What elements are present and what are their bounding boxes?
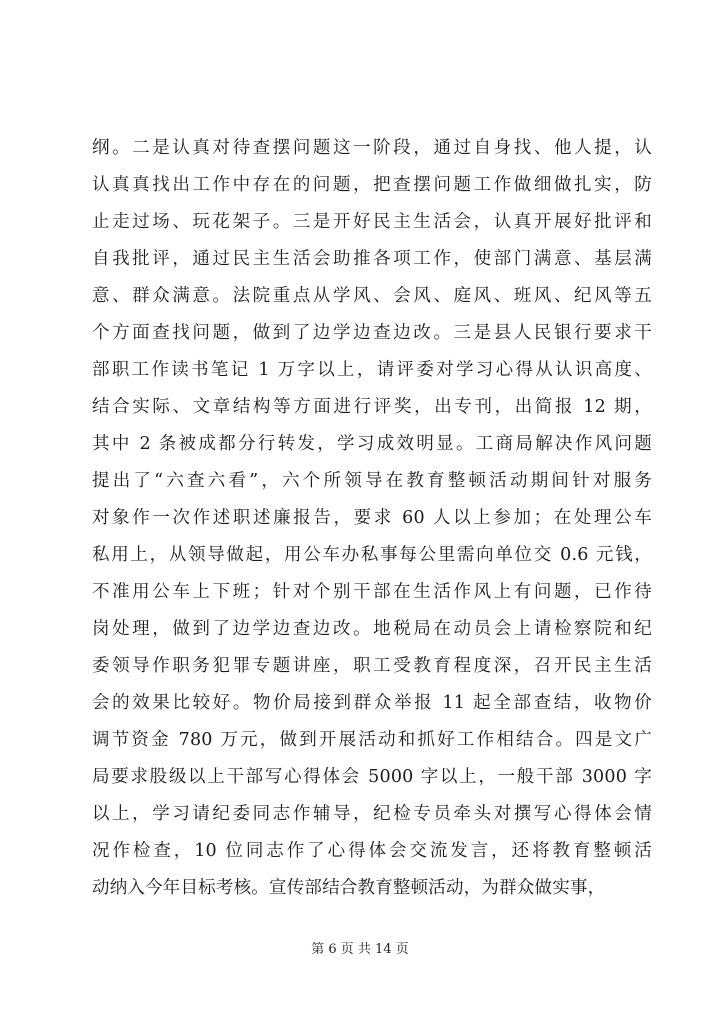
- body-text: [92, 130, 652, 907]
- text-line: 个方面查找问题，做到了边学边查边改。三是县人民银行要求干: [92, 323, 652, 343]
- text-line: 以上，学习请纪委同志作辅导，纪检专员牵头对撰写心得体会情: [92, 804, 652, 824]
- text-line: 私用上，从领导做起，用公车办私事每公里需向单位交 0.6 元钱，: [92, 545, 652, 565]
- text-line: 部职工作读书笔记 1 万字以上，请评委对学习心得从认识高度、: [92, 360, 652, 380]
- text-line: 其中 2 条被成都分行转发，学习成效明显。工商局解决作风问题: [92, 434, 652, 454]
- text-line: 岗处理，做到了边学边查边改。地税局在动员会上请检察院和纪: [92, 619, 652, 639]
- text-line: 委领导作职务犯罪专题讲座，职工受教育程度深，召开民主生活: [92, 656, 652, 676]
- text-line: 纲。二是认真对待查摆问题这一阶段，通过自身找、他人提，认: [92, 138, 652, 158]
- text-line: 对象作一次作述职述廉报告，要求 60 人以上参加；在处理公车: [92, 508, 652, 528]
- text-line: 动纳入今年目标考核。宣传部结合教育整顿活动，为群众做实事，: [92, 878, 606, 898]
- text-line: 局要求股级以上干部写心得体会 5000 字以上，一般干部 3000 字: [92, 767, 652, 787]
- text-line: 认真真找出工作中存在的问题，把查摆问题工作做细做扎实，防: [92, 175, 652, 195]
- text-line: 会的效果比较好。物价局接到群众举报 11 起全部查结，收物价: [92, 693, 652, 713]
- text-line: 调节资金 780 万元，做到开展活动和抓好工作相结合。四是文广: [92, 730, 652, 750]
- text-line: 自我批评，通过民主生活会助推各项工作，使部门满意、基层满: [92, 249, 652, 269]
- text-line: 况作检查，10 位同志作了心得体会交流发言，还将教育整顿活: [92, 841, 652, 861]
- page-footer: 第 6 页 共 14 页: [311, 942, 409, 957]
- text-line: 意、群众满意。法院重点从学风、会风、庭风、班风、纪风等五: [92, 286, 652, 306]
- text-line: 不准用公车上下班；针对个别干部在生活作风上有问题，已作待: [92, 582, 652, 602]
- text-line: 提出了“六查六看”，六个所领导在教育整顿活动期间针对服务: [92, 471, 652, 491]
- text-line: 止走过场、玩花架子。三是开好民主生活会，认真开展好批评和: [92, 212, 652, 232]
- text-line: 结合实际、文章结构等方面进行评奖，出专刊，出简报 12 期，: [92, 397, 652, 417]
